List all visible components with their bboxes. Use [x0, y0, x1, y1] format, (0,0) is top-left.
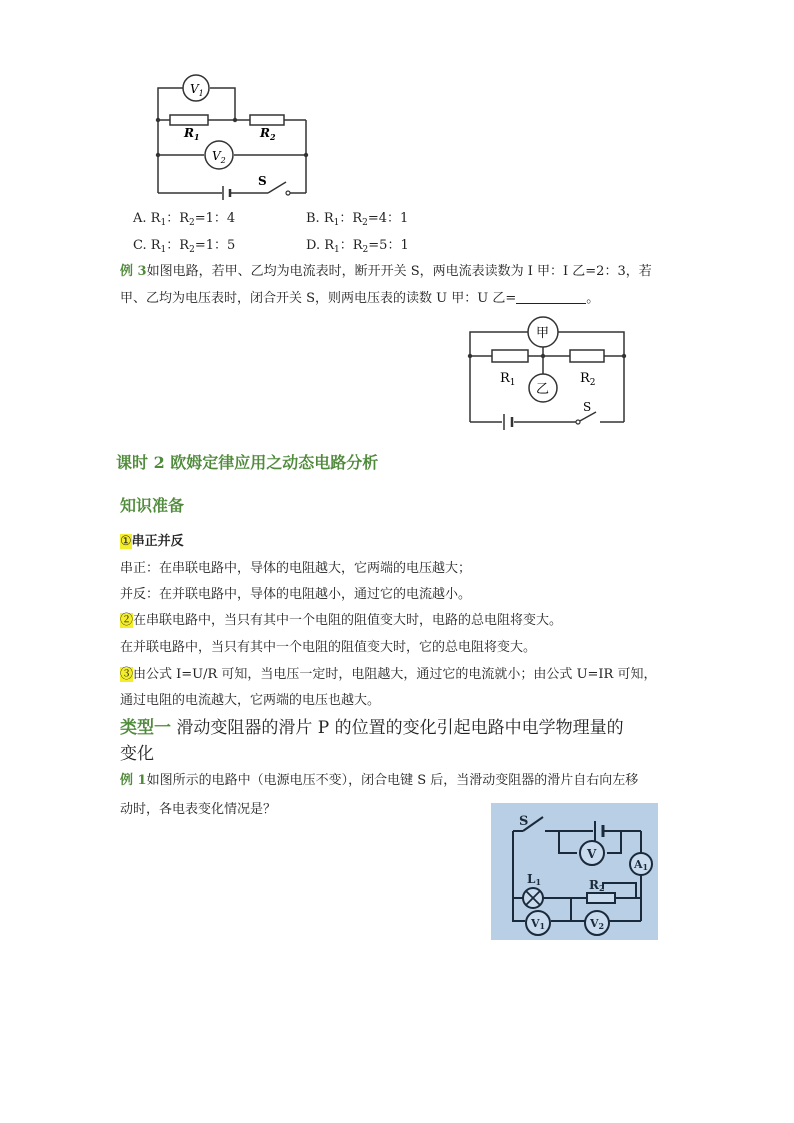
svg-text:S: S [519, 814, 529, 829]
type1-heading-2: 变化 [120, 744, 154, 764]
svg-text:甲: 甲 [536, 326, 550, 341]
example3-line2: 甲、乙均为电压表时，闭合开关 S，则两电压表的读数 U 甲：U 乙= 。 [120, 291, 600, 306]
choice-a: A. $R_1$：$R_2=1$：4 [133, 211, 236, 228]
junction-dot [156, 118, 160, 122]
svg-text:乙: 乙 [536, 382, 550, 397]
svg-text:R1: $R_1$ [500, 371, 516, 388]
svg-text:S: S [258, 174, 267, 188]
example1-line2: 动时，各电表变化情况是？ [120, 802, 277, 817]
junction-dot [156, 153, 160, 157]
svg-text:R2: $R_2$ [580, 371, 596, 388]
point2-line: ②在串联电路中，当只有其中一个电阻的阻值变大时，电路的总电阻将变大。 [120, 613, 563, 628]
point3-line-2: 通过电阻的电流越大，它两端的电压也越大。 [120, 693, 381, 708]
svg-text:R1: $R_1$ [184, 126, 200, 142]
switch-contact [286, 191, 290, 195]
rheostat-r2 [587, 893, 615, 903]
junction-dot [304, 153, 308, 157]
svg-text:V1: V1 [531, 917, 546, 931]
point3-number: ③ [120, 667, 134, 682]
example3-tag: 例 3 [120, 264, 147, 279]
resistor-r2 [250, 115, 284, 125]
junction-dot [622, 354, 626, 358]
circuit-diagram-1 [140, 70, 320, 200]
resistor-r1 [492, 350, 528, 362]
svg-text:L1: L1 [527, 872, 542, 887]
svg-text:A1: A1 [634, 858, 649, 872]
switch-contact [576, 420, 580, 424]
svg-text:V1: $V_1$ [190, 82, 204, 98]
parallel-rule: 并反：在并联电路中，导体的电阻越小，通过它的电流越小。 [120, 587, 472, 602]
resistor-r2 [570, 350, 604, 362]
type1-label: 类型一 [120, 718, 171, 738]
junction-dot [468, 354, 472, 358]
svg-text:R2: $R_2$ [260, 126, 276, 142]
choice-c: C. $R_1$：$R_2=1$：5 [133, 238, 236, 255]
answer-blank[interactable] [516, 291, 586, 304]
point1-heading: ①串正并反 [120, 534, 184, 549]
junction-dot [541, 354, 545, 358]
junction-dot [233, 118, 237, 122]
lesson-title: 课时 2 欧姆定律应用之动态电路分析 [116, 453, 379, 472]
parallel-rule-2: 在并联电路中，当只有其中一个电阻的阻值变大时，它的总电阻将变大。 [120, 640, 537, 655]
circuit-diagram-2 [462, 314, 632, 436]
example1-line1: 例 1如图所示的电路中（电源电压不变），闭合电键 S 后，当滑动变阻器的滑片自右向左移 [120, 773, 639, 788]
prep-title: 知识准备 [120, 496, 185, 515]
choice-d: D. $R_1$：$R_2=5$：1 [306, 238, 409, 255]
svg-text:V2: $V_2$ [212, 149, 226, 165]
svg-text:R2: R2 [589, 878, 605, 893]
example1-tag: 例 1 [120, 773, 147, 788]
point1-number: ① [120, 534, 132, 549]
circuit-diagram-3 [491, 803, 658, 940]
resistor-r1 [170, 115, 208, 125]
choice-b: B. $R_1$：$R_2=4$：1 [306, 211, 409, 228]
example3-line1: 例 3如图电路，若甲、乙均为电流表时，断开开关 S，两电流表读数为 I 甲：I 乙=2：3，若 [120, 264, 652, 279]
series-rule: 串正：在串联电路中，导体的电阻越大，它两端的电压越大； [120, 561, 472, 576]
svg-text:S: S [583, 400, 592, 414]
svg-text:V2: V2 [590, 917, 605, 931]
type1-heading: 类型一 滑动变阻器的滑片 P 的位置的变化引起电路中电学物理量的 [120, 718, 624, 738]
point2-number: ② [120, 613, 134, 628]
svg-text:V: V [587, 847, 597, 861]
point3-line: ③由公式 I=U/R 可知，当电压一定时，电阻越大，通过它的电流就小；由公式 U=IR 可知， [120, 667, 657, 682]
